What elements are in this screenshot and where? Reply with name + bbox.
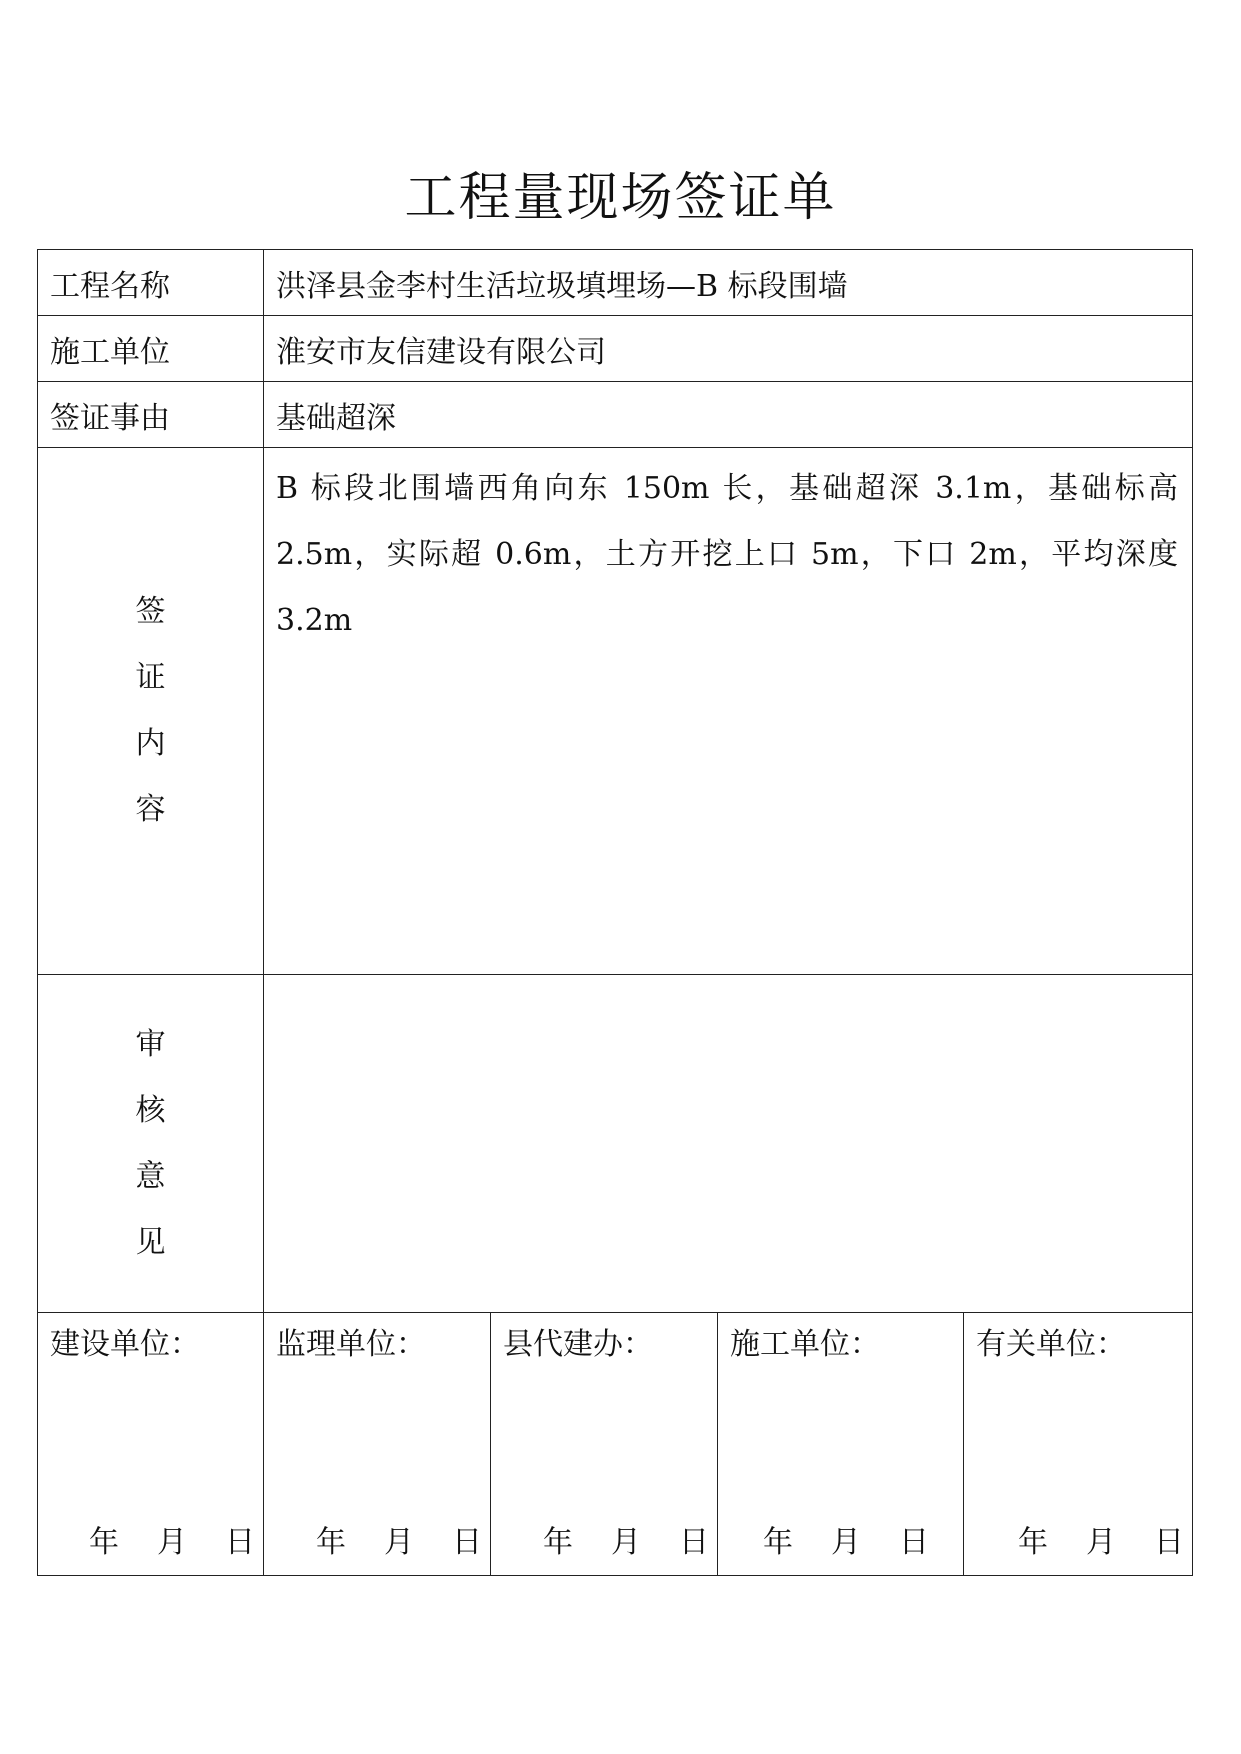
document-title: 工程量现场签证单 <box>404 168 837 228</box>
visa-form-table <box>37 249 1193 1576</box>
signature-label: 有关单位： <box>976 1327 1126 1362</box>
date-month: 月 <box>611 1525 641 1560</box>
reason-label: 签证事由 <box>38 382 264 448</box>
signature-date <box>491 1523 717 1563</box>
row-project-name <box>38 250 1193 316</box>
signature-label: 施工单位： <box>730 1327 880 1362</box>
signature-date <box>718 1523 963 1563</box>
signature-cell-contractor[interactable] <box>718 1313 964 1576</box>
date-day: 日 <box>899 1525 929 1560</box>
signature-cell-county-office[interactable] <box>491 1313 718 1576</box>
date-day: 日 <box>452 1525 482 1560</box>
row-reason <box>38 382 1193 448</box>
project-name-label: 工程名称 <box>38 250 264 316</box>
row-signatures <box>38 1313 1193 1576</box>
project-name-value[interactable]: 洪泽县金李村生活垃圾填埋场—B 标段围墙 <box>264 250 1193 316</box>
date-day: 日 <box>679 1525 709 1560</box>
review-label-char: 核 <box>135 1092 166 1128</box>
content-text: B 标段北围墙西角向东 150m 长，基础超深 3.1m，基础标高 2.5m，实际超 0.6m，土方开挖上口 5m，下口 2m，平均深度 3.2m <box>276 471 1179 638</box>
review-value[interactable] <box>264 975 1193 1313</box>
signature-date <box>964 1523 1192 1563</box>
content-label-char: 证 <box>135 660 166 695</box>
date-year: 年 <box>89 1525 119 1560</box>
signature-cell-related[interactable] <box>964 1313 1193 1576</box>
date-day: 日 <box>225 1525 255 1560</box>
signature-label: 县代建办： <box>503 1327 653 1362</box>
review-label-char: 意 <box>135 1158 166 1194</box>
row-content <box>38 448 1193 975</box>
review-label <box>38 975 264 1313</box>
date-year: 年 <box>543 1525 573 1560</box>
content-label <box>38 448 264 975</box>
signature-date <box>264 1523 490 1563</box>
signature-label: 建设单位： <box>50 1327 200 1362</box>
signature-cell-owner[interactable] <box>38 1313 264 1576</box>
review-label-char: 审 <box>135 1026 166 1062</box>
signature-cell-supervisor[interactable] <box>264 1313 491 1576</box>
date-year: 年 <box>316 1525 346 1560</box>
date-month: 月 <box>384 1525 414 1560</box>
content-value[interactable] <box>264 448 1193 975</box>
reason-value[interactable]: 基础超深 <box>264 382 1193 448</box>
date-month: 月 <box>157 1525 187 1560</box>
date-month: 月 <box>1086 1525 1117 1560</box>
date-year: 年 <box>1018 1525 1049 1560</box>
date-day: 日 <box>1154 1525 1185 1560</box>
row-contractor <box>38 316 1193 382</box>
content-label-char: 签 <box>135 594 166 629</box>
signature-label: 监理单位： <box>276 1327 426 1362</box>
date-month: 月 <box>831 1525 861 1560</box>
date-year: 年 <box>763 1525 793 1560</box>
contractor-label: 施工单位 <box>38 316 264 382</box>
content-label-char: 内 <box>135 726 166 761</box>
signature-date <box>38 1523 263 1563</box>
row-review <box>38 975 1193 1313</box>
review-label-char: 见 <box>135 1224 166 1260</box>
contractor-value[interactable]: 淮安市友信建设有限公司 <box>264 316 1193 382</box>
content-label-char: 容 <box>135 792 166 827</box>
